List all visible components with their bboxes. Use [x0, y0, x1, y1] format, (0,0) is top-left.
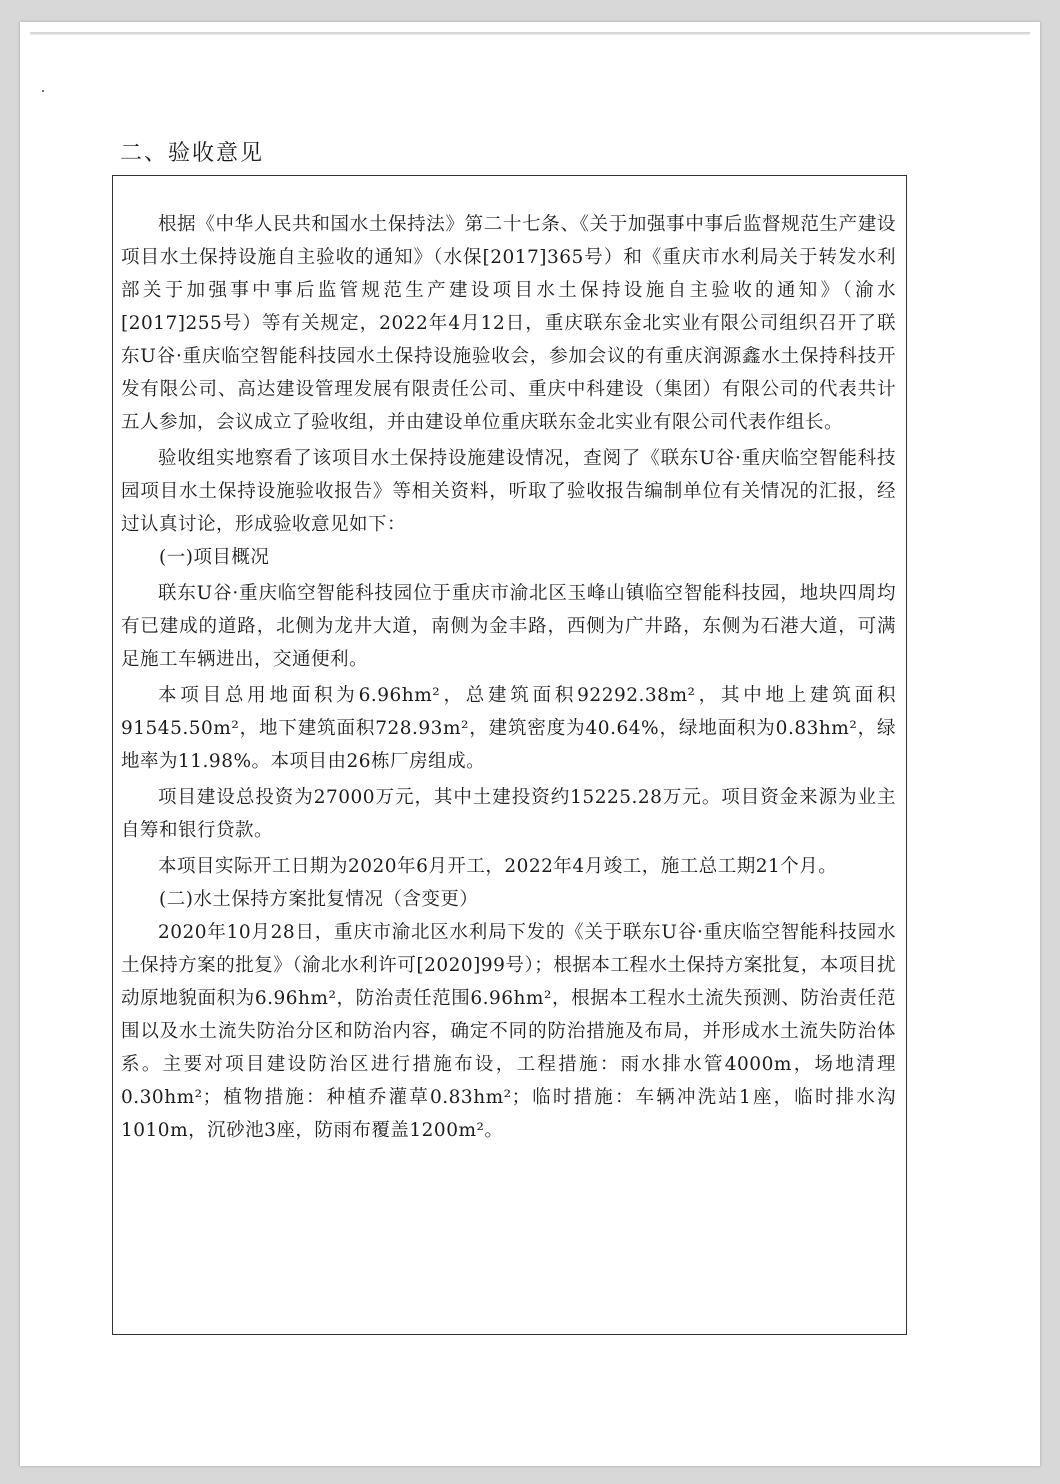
- intro-paragraph-inspection: 验收组实地察看了该项目水土保持设施建设情况，查阅了《联东U谷·重庆临空智能科技园项目水土保持设施验收报告》等相关资料，听取了验收报告编制单位有关情况的汇报，经过认真讨论，形成验收意见如下：: [121, 448, 896, 535]
- overview-paragraph-area: 本项目总用地面积为6.96hm²，总建筑面积92292.38m²，其中地上建筑面积91545.50m²，地下建筑面积728.93m²，建筑密度为40.64%，绿地面积为0.83hm²，绿地率为11.98%。本项目由26栋厂房组成。: [121, 685, 896, 772]
- scan-speck: [42, 90, 44, 92]
- subheading-project-overview: (一)项目概况: [159, 547, 270, 568]
- intro-paragraph-basis: 根据《中华人民共和国水土保持法》第二十七条、《关于加强事中事后监督规范生产建设项目水土保持设施自主验收的通知》（水保[2017]365号）和《重庆市水利局关于转发水利部关于加强事中事后监管规范生产建设项目水土保持设施自主验收的通知》（渝水[2017]255号）等有关规定，2022年4月12日，重庆联东金北实业有限公司组织召开了联东U谷·重庆临空智能科技园水土保持设施验收会，参加会议的有重庆润源鑫水土保持科技开发有限公司、高达建设管理发展有限责任公司、重庆中科建设（集团）有限公司的代表共计五人参加，会议成立了验收组，并由建设单位重庆联东金北实业有限公司代表作组长。: [121, 214, 896, 433]
- overview-paragraph-investment: 项目建设总投资为27000万元，其中土建投资约15225.28万元。项目资金来源为业主自筹和银行贷款。: [121, 787, 896, 841]
- document-page: [20, 22, 1040, 1466]
- subheading-plan-approval: (二)水土保持方案批复情况（含变更）: [159, 889, 479, 910]
- scan-edge-line: [30, 32, 1030, 35]
- overview-paragraph-location: 联东U谷·重庆临空智能科技园位于重庆市渝北区玉峰山镇临空智能科技园，地块四周均有已建成的道路，北侧为龙井大道，南侧为金丰路，西侧为广井路，东侧为石港大道，可满足施工车辆进出，交通便利。: [121, 583, 896, 670]
- overview-paragraph-schedule: 本项目实际开工日期为2020年6月开工，2022年4月竣工，施工总工期21个月。: [158, 856, 838, 877]
- approval-paragraph: 2020年10月28日，重庆市渝北区水利局下发的《关于联东U谷·重庆临空智能科技园水土保持方案的批复》（渝北水利许可[2020]99号）；根据本工程水土保持方案批复，本项目扰动原地貌面积为6.96hm²，防治责任范围6.96hm²，根据本工程水土流失预测、防治责任范围以及水土流失防治分区和防治内容，确定不同的防治措施及布局，并形成水土流失防治体系。主要对项目建设防治区进行措施布设，工程措施：雨水排水管4000m，场地清理0.30hm²；植物措施：种植乔灌草0.83hm²；临时措施：车辆冲洗站1座，临时排水沟1010m，沉砂池3座，防雨布覆盖1200m²。: [121, 922, 896, 1141]
- section-title: 二、验收意见: [120, 141, 265, 166]
- acceptance-opinion-box: [112, 175, 907, 1335]
